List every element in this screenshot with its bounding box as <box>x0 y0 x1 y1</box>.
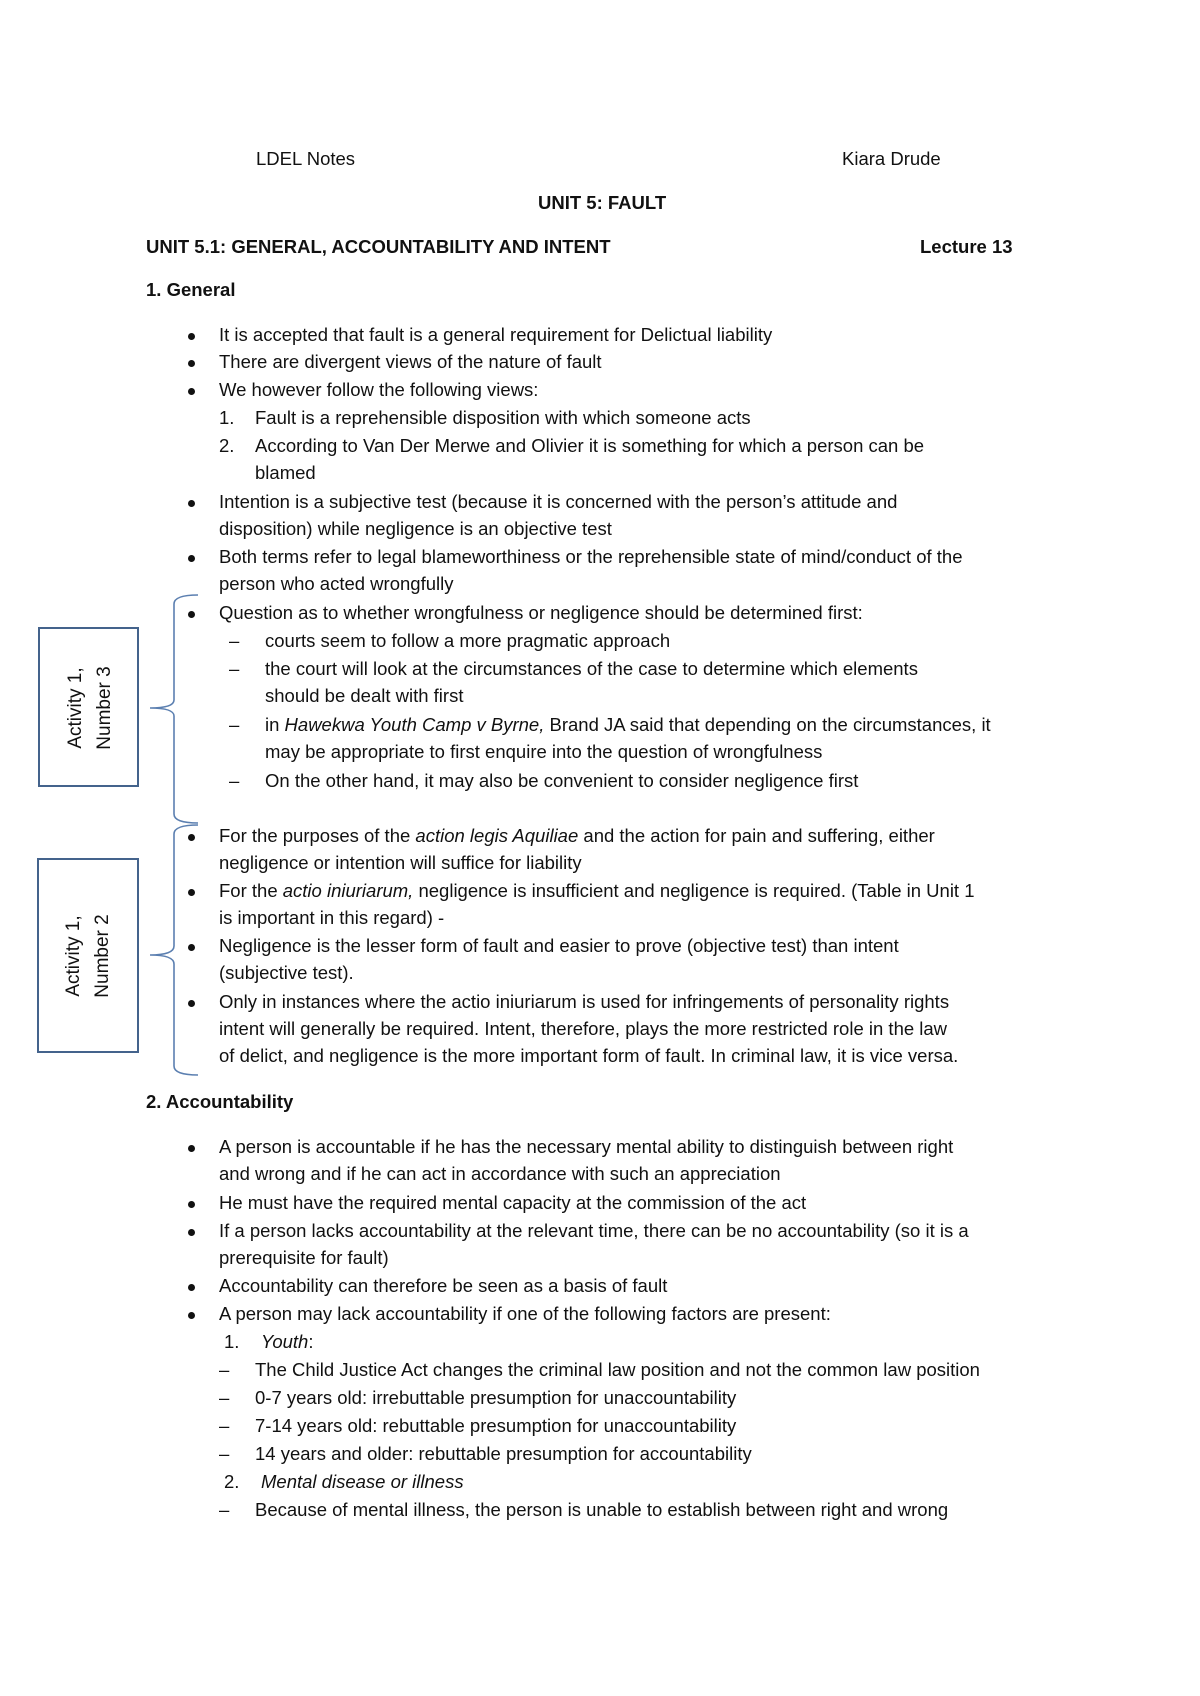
text-run: and the action for pain and suffering, either <box>578 825 935 846</box>
approach-dash-3-line-2: may be appropriate to first enquire into the question of wrongfulness <box>265 741 823 762</box>
lecture-label: Lecture 13 <box>920 236 1013 257</box>
accountability-bullet-3-line-1: If a person lacks accountability at the relevant time, there can be no accountability (so it is a <box>219 1220 969 1241</box>
bullet-dot <box>188 1284 195 1291</box>
general-bullet-9-line-2: (subjective test). <box>219 962 354 983</box>
dash-marker: – <box>219 1499 230 1520</box>
bullet-dot <box>188 1201 195 1208</box>
youth-dash-2: 0-7 years old: irrebuttable presumption for unaccountability <box>255 1387 737 1408</box>
unit-title: UNIT 5: FAULT <box>538 192 667 213</box>
general-bullet-2: There are divergent views of the nature of fault <box>219 351 602 372</box>
accountability-bullet-5: A person may lack accountability if one of the following factors are present: <box>219 1303 831 1324</box>
general-bullet-9-line-1: Negligence is the lesser form of fault and easier to prove (objective test) than intent <box>219 935 899 956</box>
accountability-bullet-2: He must have the required mental capacity at the commission of the act <box>219 1192 807 1213</box>
general-view-2-line-2: blamed <box>255 462 316 483</box>
header-right: Kiara Drude <box>842 148 941 169</box>
text-run: in <box>265 714 285 735</box>
general-bullet-4-line-1: Intention is a subjective test (because it is concerned with the person’s attitude and <box>219 491 898 512</box>
dash-marker: – <box>219 1359 230 1380</box>
dash-marker: – <box>229 770 240 791</box>
italic-term: actio iniuriarum, <box>282 880 414 901</box>
accountability-bullet-3-line-2: prerequisite for fault) <box>219 1247 389 1268</box>
approach-dash-1: courts seem to follow a more pragmatic approach <box>265 630 671 651</box>
approach-dash-2-line-1: the court will look at the circumstances of the case to determine which elements <box>265 658 918 679</box>
subunit-title: UNIT 5.1: GENERAL, ACCOUNTABILITY AND INTENT <box>146 236 611 257</box>
text-run: negligence is insufficient and negligence is required. (Table in Unit 1 <box>413 880 975 901</box>
mental-dash-1: Because of mental illness, the person is unable to establish between right and wrong <box>255 1499 949 1520</box>
text-run: For the purposes of the <box>219 825 416 846</box>
youth-dash-4: 14 years and older: rebuttable presumption for accountability <box>255 1443 752 1464</box>
dash-marker: – <box>219 1387 230 1408</box>
text-run: For the <box>219 880 283 901</box>
general-bullet-1: It is accepted that fault is a general requirement for Delictual liability <box>219 324 773 345</box>
accountability-heading: 2. Accountability <box>146 1091 294 1112</box>
italic-term: action legis Aquiliae <box>415 825 579 846</box>
general-heading: 1. General <box>146 279 236 300</box>
activity-label-line-2: Number 2 <box>92 914 113 998</box>
bullet-dot <box>188 555 195 562</box>
general-bullet-5-line-1: Both terms refer to legal blameworthiness or the reprehensible state of mind/conduct of the <box>219 546 963 567</box>
general-bullet-10-line-1: Only in instances where the actio iniuriarum is used for infringements of personality rights <box>219 991 950 1012</box>
dash-marker: – <box>229 630 240 651</box>
bullet-dot <box>188 1145 195 1152</box>
general-view-1: Fault is a reprehensible disposition with which someone acts <box>255 407 751 428</box>
bullet-dot <box>188 388 195 395</box>
activity-label <box>61 628 119 788</box>
activity-label-line-1: Activity 1, <box>63 915 84 997</box>
text-run: Brand JA said that depending on the circumstances, it <box>544 714 991 735</box>
list-number: 2. <box>219 435 235 456</box>
brackets-svg <box>140 590 200 1080</box>
dash-marker: – <box>219 1415 230 1436</box>
accountability-bullet-1-line-1: A person is accountable if he has the necessary mental ability to distinguish between right <box>219 1136 954 1157</box>
bracket-lower <box>150 825 198 1075</box>
bullet-dot <box>188 1312 195 1319</box>
youth-dash-1: The Child Justice Act changes the criminal law position and not the common law position <box>255 1359 980 1380</box>
factor-name: Youth <box>261 1331 309 1352</box>
list-number: 2. <box>224 1471 240 1492</box>
general-view-2-line-1: According to Van Der Merwe and Olivier it is something for which a person can be <box>255 435 925 456</box>
general-bullet-7-line-2: negligence or intention will suffice for liability <box>219 852 582 873</box>
accountability-bullet-1-line-2: and wrong and if he can act in accordance with such an appreciation <box>219 1163 781 1184</box>
bullet-dot <box>188 360 195 367</box>
factor-youth <box>261 1331 313 1353</box>
general-bullet-8-line-1 <box>219 880 975 902</box>
approach-dash-3-line-1 <box>265 714 991 736</box>
list-number: 1. <box>219 407 235 428</box>
case-name: Hawekwa Youth Camp v Byrne, <box>284 714 545 735</box>
general-bullet-5-line-2: person who acted wrongfully <box>219 573 454 594</box>
factor-name: Mental disease or illness <box>261 1471 464 1492</box>
general-bullet-10-line-2: intent will generally be required. Intent, therefore, plays the more restricted role in the law <box>219 1018 948 1039</box>
bracket-upper <box>150 595 198 823</box>
activity-box-number-3 <box>38 627 139 787</box>
approach-dash-4: On the other hand, it may also be convenient to consider negligence first <box>265 770 859 791</box>
header-left: LDEL Notes <box>256 148 356 169</box>
approach-dash-2-line-2: should be dealt with first <box>265 685 464 706</box>
dash-marker: – <box>229 714 240 735</box>
dash-marker: – <box>219 1443 230 1464</box>
bullet-dot <box>188 500 195 507</box>
general-bullet-10-line-3: of delict, and negligence is the more important form of fault. In criminal law, it is vice versa. <box>219 1045 959 1066</box>
activity-label-line-2: Number 3 <box>94 666 115 750</box>
general-bullet-3: We however follow the following views: <box>219 379 539 400</box>
factor-mental <box>261 1471 464 1493</box>
youth-dash-3: 7-14 years old: rebuttable presumption for unaccountability <box>255 1415 737 1436</box>
activity-label <box>59 876 117 1036</box>
general-bullet-4-line-2: disposition) while negligence is an objective test <box>219 518 612 539</box>
general-bullet-6: Question as to whether wrongfulness or negligence should be determined first: <box>219 602 863 623</box>
list-number: 1. <box>224 1331 240 1352</box>
general-bullet-7-line-1 <box>219 825 935 847</box>
activity-label-line-1: Activity 1, <box>65 667 86 749</box>
bullet-dot <box>188 333 195 340</box>
accountability-bullet-4: Accountability can therefore be seen as a basis of fault <box>219 1275 668 1296</box>
general-bullet-8-line-2: is important in this regard) - <box>219 907 445 928</box>
dash-marker: – <box>229 658 240 679</box>
bullet-dot <box>188 1229 195 1236</box>
text-run: : <box>308 1331 314 1352</box>
activity-box-number-2 <box>37 858 139 1053</box>
